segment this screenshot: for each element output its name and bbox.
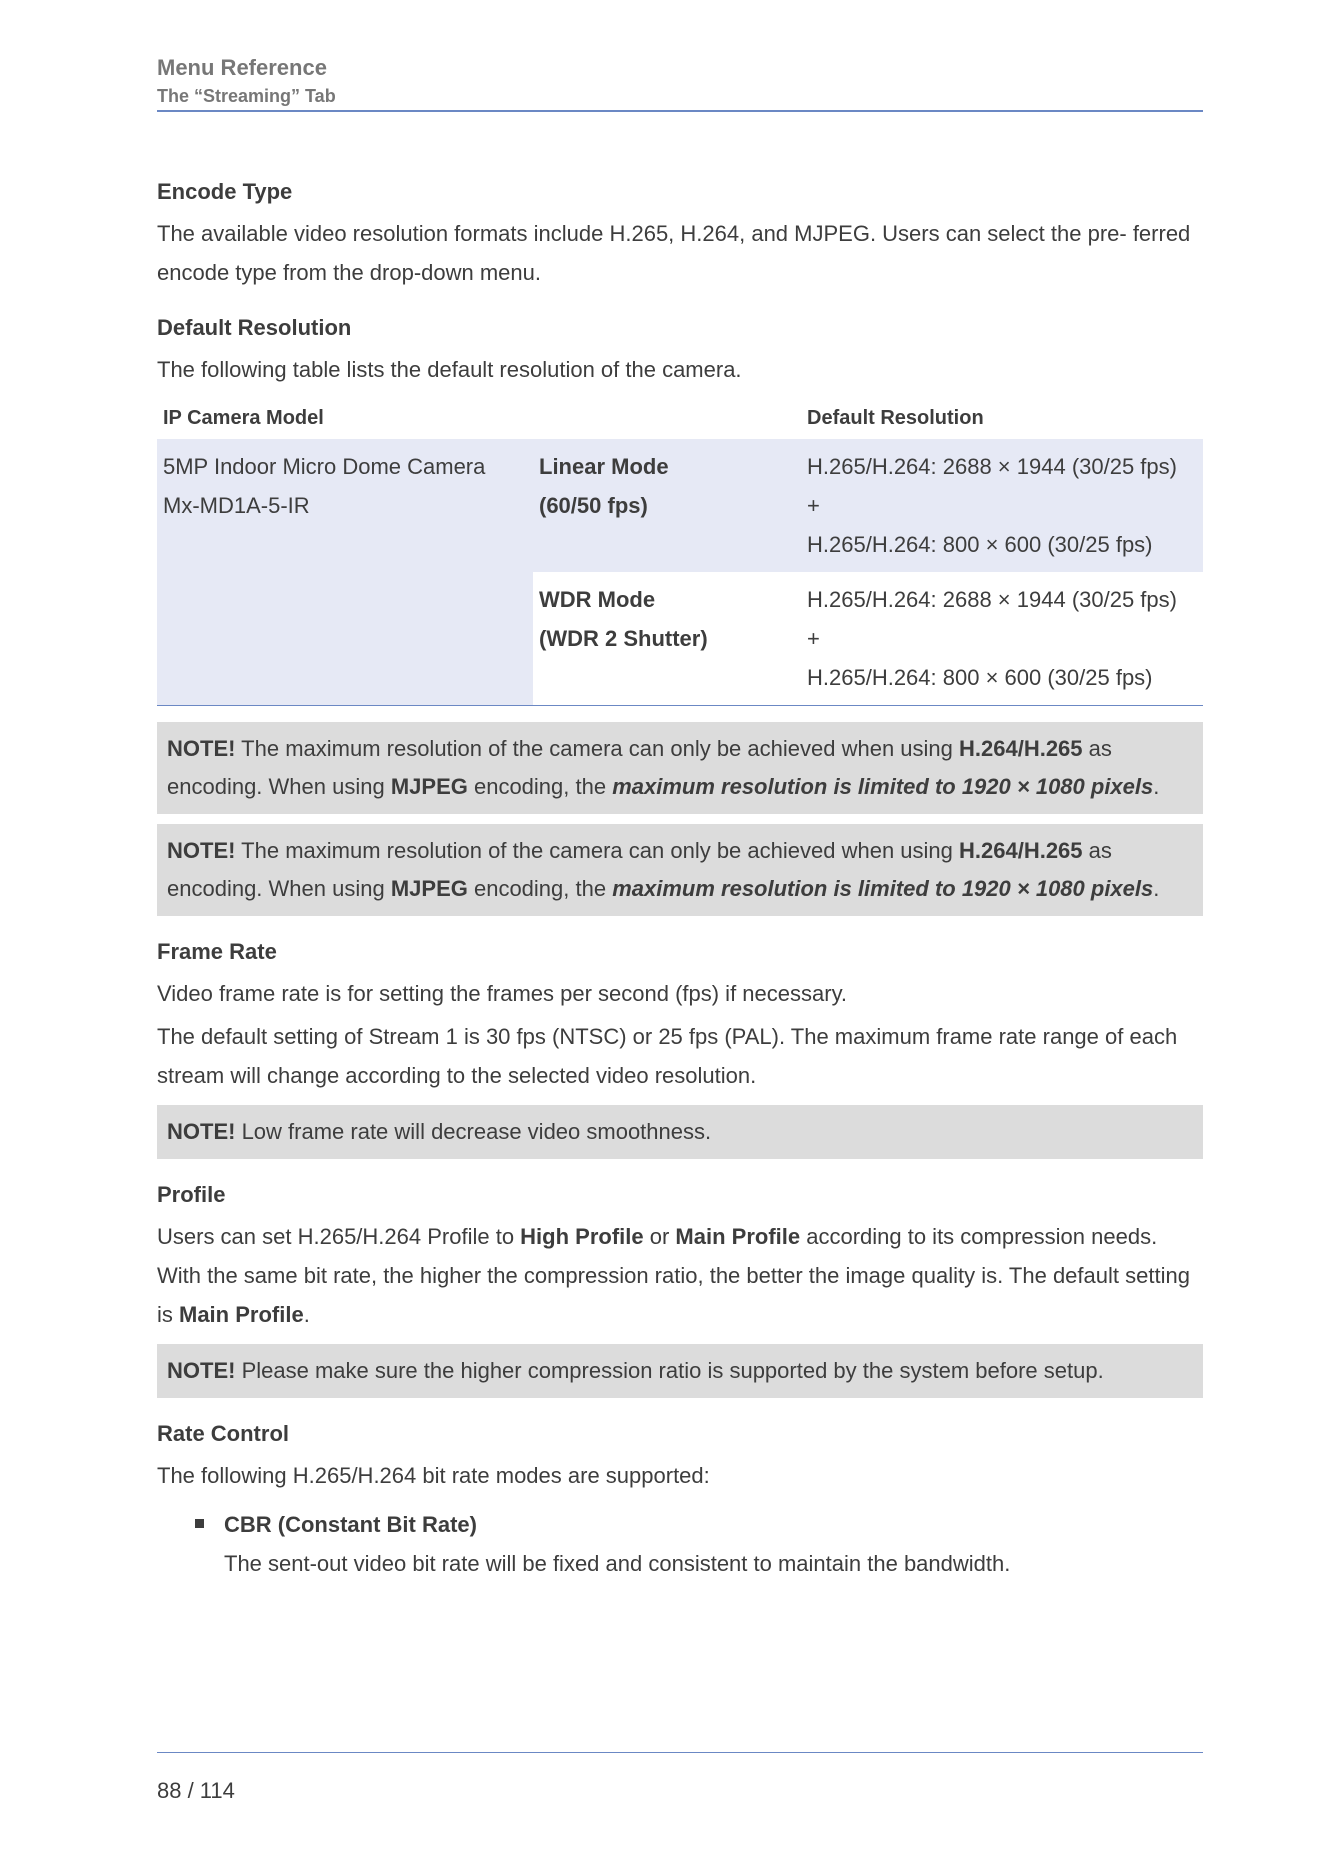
header-subtitle: The “Streaming” Tab [157,86,336,106]
column-header-model: IP Camera Model [163,407,324,429]
table-header-row [157,399,1203,439]
profile-text: according to its compression needs. With the same bit rate, the higher the compression ratio, the better the image quality is. The default setting is [157,1224,1190,1327]
running-header [157,52,1203,112]
note-text: encoding, the [467,774,613,799]
encode-type-body: The available video resolution formats include H.265, H.264, and MJPEG. Users can select the pre- ferred encode type from the drop-down menu. [157,221,1191,285]
section-rate-control [157,1416,1203,1583]
default-resolution-heading: Default Resolution [157,315,352,340]
mode-detail: (60/50 fps) [539,493,648,518]
resolution-cell [801,439,1203,572]
profile-text: . [303,1302,310,1327]
bullet-title: CBR (Constant Bit Rate) [224,1512,477,1537]
profile-heading: Profile [157,1182,226,1207]
resolution-main: H.265/H.264: 2688 × 1944 (30/25 fps) [807,454,1177,479]
section-frame-rate [157,934,1203,1159]
mode-detail: (WDR 2 Shutter) [539,626,708,651]
note-box [157,722,1203,814]
profile-body [157,1217,1203,1334]
mode-name: Linear Mode [539,454,669,479]
note-emphasis: maximum resolution is limited to 1920 × 1080 pixels [612,774,1154,799]
frame-rate-body-2: The default setting of Stream 1 is 30 fps (NTSC) or 25 fps (PAL). The maximum frame rate range of each stream will change according to the selected video resolution. [157,1024,1178,1088]
note-text: The maximum resolution of the camera can only be achieved when using [235,736,959,761]
note-text: as encoding. When using [167,736,1112,799]
note-box [157,1344,1203,1398]
note-label: NOTE! [167,1119,236,1144]
default-resolution-body: The following table lists the default resolution of the camera. [157,357,742,382]
resolution-cell [801,572,1203,706]
resolution-sub: H.265/H.264: 800 × 600 (30/25 fps) [807,532,1153,557]
note-text: Please make sure the higher compression ratio is supported by the system before setup. [235,1358,1104,1383]
camera-model-cell [157,439,533,706]
note-bold: H.264/H.265 [959,838,1083,863]
column-header-resolution: Default Resolution [807,407,984,429]
resolution-main: H.265/H.264: 2688 × 1944 (30/25 fps) [807,587,1177,612]
note-label: NOTE! [167,838,236,863]
section-encode-type [157,174,1203,292]
note-text: . [1153,774,1160,799]
section-default-resolution [157,310,1203,916]
table-row [157,439,1203,572]
note-text: encoding, the [467,876,613,901]
section-profile [157,1177,1203,1398]
note-bold: MJPEG [390,774,468,799]
list-item [157,1505,1203,1583]
note-text: as encoding. When using [167,838,1112,901]
mode-name: WDR Mode [539,587,656,612]
page-footer [157,1752,1203,1810]
profile-text: Users can set H.265/H.264 Profile to [157,1224,521,1249]
header-title: Menu Reference [157,55,327,80]
note-box [157,1105,1203,1159]
note-label: NOTE! [167,1358,236,1383]
page-number: 88 / 114 [157,1778,235,1803]
resolution-sub: H.265/H.264: 800 × 600 (30/25 fps) [807,665,1153,690]
mode-cell [533,439,801,572]
note-bold: H.264/H.265 [959,736,1083,761]
note-bold: MJPEG [390,876,468,901]
frame-rate-heading: Frame Rate [157,939,277,964]
camera-model-name: 5MP Indoor Micro Dome Camera [163,454,486,479]
rate-control-body: The following H.265/H.264 bit rate modes are supported: [157,1463,710,1488]
resolution-table [157,399,1203,706]
note-text: . [1153,876,1160,901]
note-box [157,824,1203,916]
note-text: Low frame rate will decrease video smoothness. [235,1119,712,1144]
encode-type-heading: Encode Type [157,179,293,204]
profile-text: or [643,1224,676,1249]
resolution-plus: + [807,493,820,518]
bullet-body: The sent-out video bit rate will be fixed and consistent to maintain the bandwidth. [224,1551,1011,1576]
resolution-plus: + [807,626,820,651]
frame-rate-body-1: Video frame rate is for setting the frames per second (fps) if necessary. [157,981,848,1006]
main-content [157,174,1203,1601]
rate-control-heading: Rate Control [157,1421,289,1446]
note-label: NOTE! [167,736,236,761]
profile-bold: High Profile [520,1224,644,1249]
note-text: The maximum resolution of the camera can only be achieved when using [235,838,959,863]
note-emphasis: maximum resolution is limited to 1920 × 1080 pixels [612,876,1154,901]
camera-model-number: Mx-MD1A-5-IR [163,493,310,518]
square-bullet-icon [195,1519,204,1528]
mode-cell [533,572,801,706]
profile-bold: Main Profile [179,1302,304,1327]
profile-bold: Main Profile [675,1224,801,1249]
